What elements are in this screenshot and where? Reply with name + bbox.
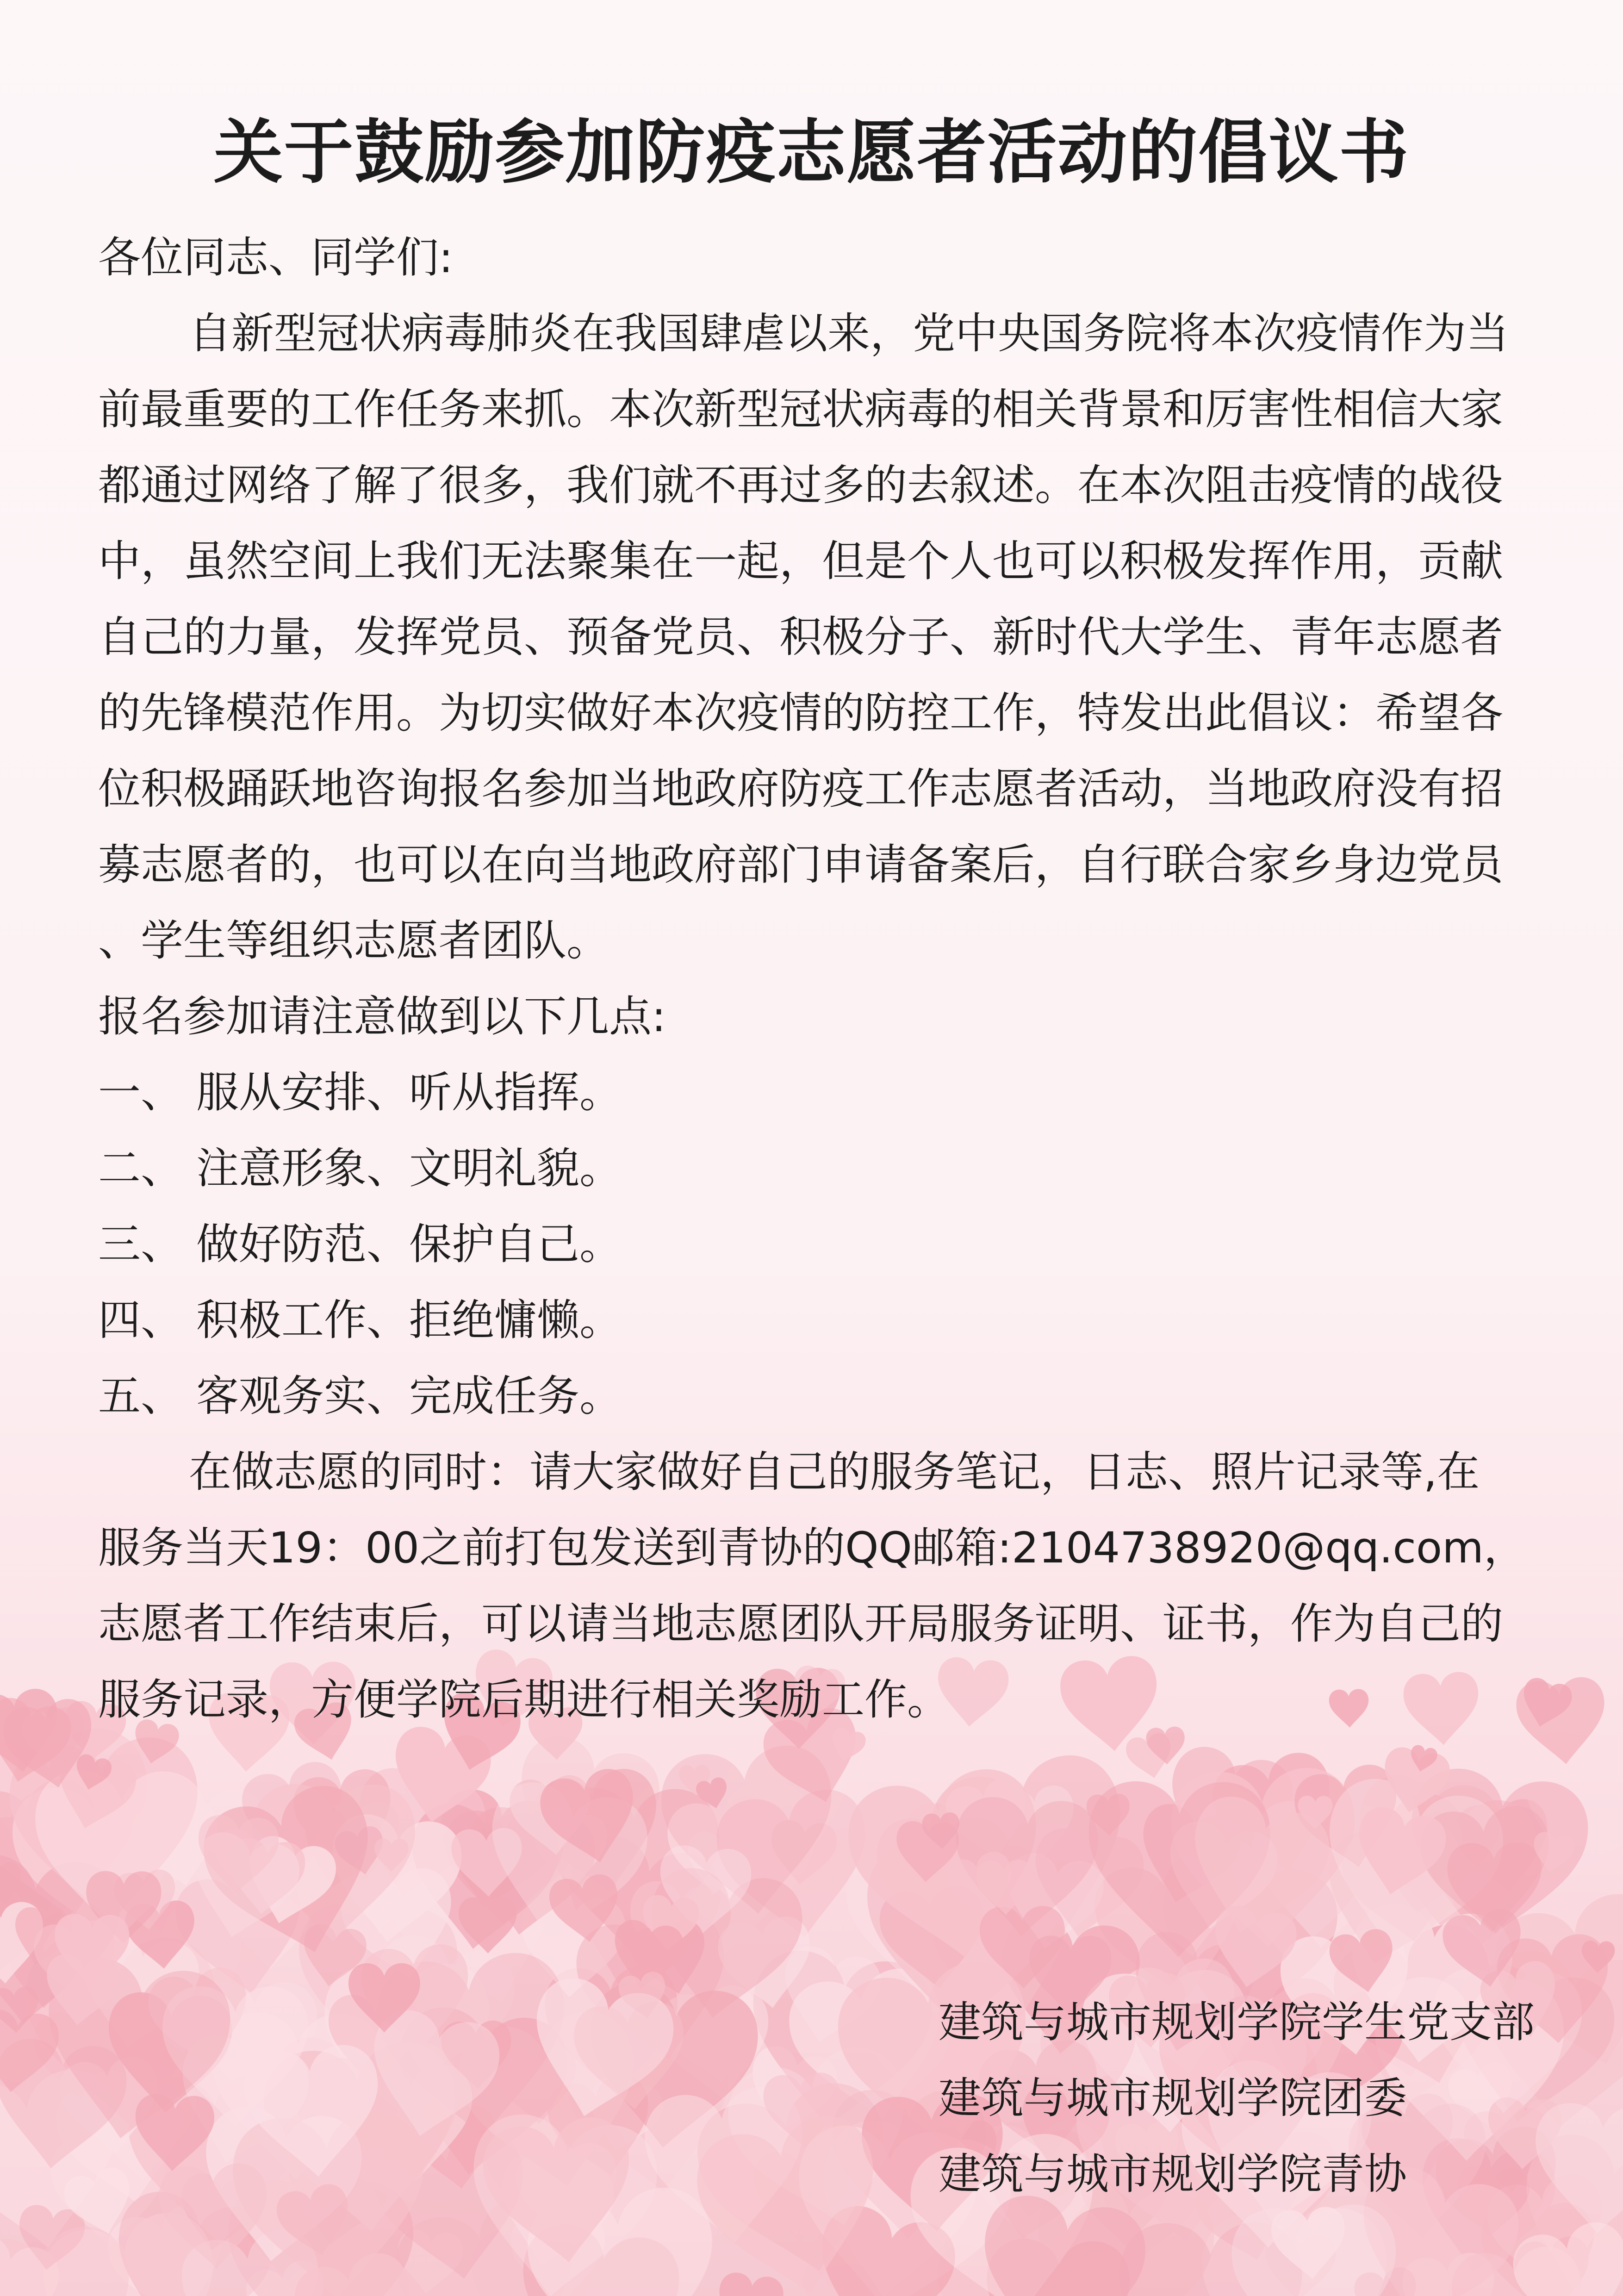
paragraph-line: 自新型冠状病毒肺炎在我国肆虐以来，党中央国务院将本次疫情作为当 [189, 309, 1509, 358]
list-number: 五、 [98, 1371, 184, 1421]
paragraph-1 [98, 296, 1537, 979]
list-item [98, 1282, 1537, 1358]
paragraph-line: 中，虽然空间上我们无法聚集在一起，但是个人也可以积极发挥作用，贡献 [98, 536, 1504, 586]
numbered-list [98, 1055, 1537, 1434]
paragraph-line: 位积极踊跃地咨询报名参加当地政府防疫工作志愿者活动，当地政府没有招 [98, 764, 1504, 814]
heart-shape [714, 2271, 785, 2296]
list-intro: 报名参加请注意做到以下几点: [98, 992, 666, 1041]
list-number: 一、 [98, 1068, 184, 1117]
list-item [98, 1055, 1537, 1131]
salutation: 各位同志、同学们: [98, 233, 453, 282]
paragraph-2 [98, 1434, 1537, 1738]
paragraph-line: 服务记录，方便学院后期进行相关奖励工作。 [98, 1675, 950, 1724]
signature-line: 建筑与城市规划学院青协 [939, 2149, 1407, 2199]
list-text: 客观务实、完成任务。 [196, 1371, 622, 1421]
paragraph-line: 募志愿者的，也可以在向当地政府部门申请备案后，自行联合家乡身边党员 [98, 840, 1504, 890]
list-text: 服从安排、听从指挥。 [196, 1068, 622, 1117]
paragraph-line: 都通过网络了解了很多，我们就不再过多的去叙述。在本次阻击疫情的战役 [98, 460, 1504, 510]
document-body [98, 220, 1537, 1738]
list-text: 注意形象、文明礼貌。 [196, 1144, 622, 1193]
paragraph-line: 在做志愿的同时：请大家做好自己的服务笔记，日志、照片记录等,在 [189, 1447, 1480, 1497]
paragraph-line: 、学生等组织志愿者团队。 [98, 916, 609, 965]
paragraph-line: 服务当天19：00之前打包发送到青协的QQ邮箱:2104738920@qq.com， [98, 1523, 1526, 1573]
paragraph-line: 的先锋模范作用。为切实做好本次疫情的防控工作，特发出此倡议：希望各 [98, 688, 1504, 738]
paragraph-line: 前最重要的工作任务来抓。本次新型冠状病毒的相关背景和厉害性相信大家 [98, 385, 1504, 434]
paragraph-line: 自己的力量，发挥党员、预备党员、积极分子、新时代大学生、青年志愿者 [98, 612, 1504, 662]
signature-line: 建筑与城市规划学院学生党支部 [939, 1997, 1535, 2047]
list-number: 四、 [98, 1295, 184, 1345]
list-item [98, 1131, 1537, 1207]
list-item [98, 1207, 1537, 1282]
signature-line: 建筑与城市规划学院团委 [939, 2073, 1407, 2123]
list-item [98, 1358, 1537, 1434]
list-number: 二、 [98, 1144, 184, 1193]
page-title: 关于鼓励参加防疫志愿者活动的倡议书 [213, 112, 1410, 193]
list-number: 三、 [98, 1220, 184, 1269]
paragraph-line: 志愿者工作结束后，可以请当地志愿团队开局服务证明、证书，作为自己的 [98, 1599, 1504, 1649]
list-text: 积极工作、拒绝慵懒。 [196, 1295, 622, 1345]
list-text: 做好防范、保护自己。 [196, 1220, 622, 1269]
